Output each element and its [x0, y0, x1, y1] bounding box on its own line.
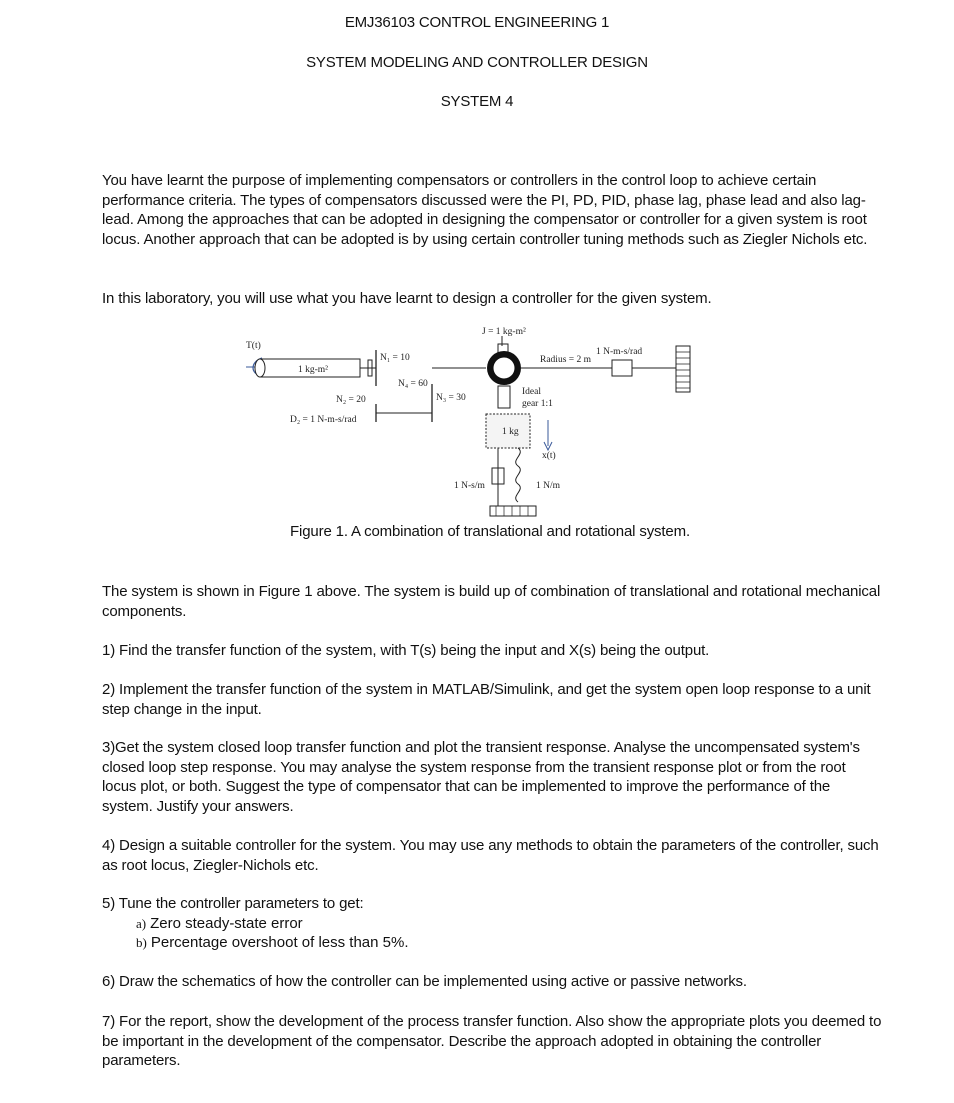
n2-label: N₂ = 20: [336, 395, 366, 405]
gear-ratio-label: gear 1:1: [522, 399, 553, 409]
question-5b: [136, 933, 409, 953]
n4-label: N₄ = 60: [398, 379, 428, 389]
mass-label: 1 kg: [502, 427, 519, 437]
mechanical-system-figure: [240, 322, 700, 522]
left-inertia-label: 1 kg-m²: [298, 365, 329, 375]
question-1: [102, 641, 882, 661]
question-4: [102, 836, 882, 875]
question-5a-text: Zero steady-state error: [150, 915, 303, 932]
body-text: The system is shown in Figure 1 above. The system is build up of combination of translational and rotational mechanical components.: [102, 583, 881, 620]
n3-label: N₃ = 30: [436, 393, 466, 403]
intro-text-2: In this laboratory, you will use what you have learnt to design a controller for the given system.: [102, 290, 712, 307]
document-subtitle: SYSTEM MODELING AND CONTROLLER DESIGN: [306, 54, 648, 71]
x-label: x(t): [542, 451, 556, 461]
question-7: [102, 1012, 882, 1071]
radius-label: Radius = 2 m: [540, 355, 592, 365]
wall-right: [676, 346, 690, 392]
question-5-text: 5) Tune the controller parameters to get:: [102, 895, 364, 912]
left-inertia-end: [255, 359, 265, 377]
intro-text-1: You have learnt the purpose of implementing compensators or controllers in the control loop to achieve certain performance criteria. The types of compensators discussed were the PI, PD, PID, phase lag, phase lead and also lag-lead. Among the approaches that can be adopted in designing the compensator or controller for a given system is root locus. Another approach that can be adopted is by using certain controller tuning methods such as Ziegler Nichols etc.: [102, 172, 868, 248]
body-paragraph: [102, 582, 882, 621]
intro-paragraph-2: [102, 289, 882, 309]
question-5b-marker: b): [136, 935, 147, 950]
ground: [490, 506, 536, 516]
question-7-text: 7) For the report, show the development of the process transfer function. Also show the appropriate plots you deemed to be important in the development of the compensator. Describe the approach adopted in obtaining the controller parameters.: [102, 1013, 882, 1069]
rot-damper: [612, 360, 632, 376]
question-5a-marker: a): [136, 916, 147, 931]
spring: [516, 448, 521, 502]
question-3: [102, 738, 882, 816]
question-5b-text: Percentage overshoot of less than 5%.: [150, 934, 409, 951]
ideal-gear-hub: [493, 357, 515, 379]
question-2: [102, 680, 882, 719]
question-6-text: 6) Draw the schematics of how the controller can be implemented using active or passive networks.: [102, 973, 747, 990]
spring-label: 1 N/m: [536, 481, 561, 491]
n1-label: N₁ = 10: [380, 353, 410, 363]
d2-label: D₂ = 1 N-m-s/rad: [290, 415, 357, 425]
rot-damper-label: 1 N-m-s/rad: [596, 347, 643, 357]
question-5: [102, 894, 882, 914]
question-6: [102, 972, 882, 992]
rack: [498, 386, 510, 408]
system-heading: SYSTEM 4: [440, 93, 514, 110]
figure-caption: Figure 1. A combination of translational and rotational system.: [290, 523, 690, 540]
question-3-text: 3)Get the system closed loop transfer function and plot the transient response. Analyse the uncompensated system's closed loop step response. You may analyse the system response from the transient response plot or from the root locus plot, or both. Suggest the type of compensator that can be implemented to improve the performance of the system. Justify your answers.: [102, 739, 860, 815]
course-title: EMJ36103 CONTROL ENGINEERING 1: [344, 14, 610, 31]
damper-trans-label: 1 N-s/m: [454, 481, 485, 491]
j-label: J = 1 kg-m²: [482, 327, 526, 337]
torque-label: T(t): [246, 341, 261, 351]
question-1-text: 1) Find the transfer function of the system, with T(s) being the input and X(s) being the output.: [102, 642, 710, 659]
question-5a: [136, 914, 303, 934]
ideal-label: Ideal: [522, 387, 541, 397]
intro-paragraph-1: [102, 171, 882, 249]
question-4-text: 4) Design a suitable controller for the system. You may use any methods to obtain the parameters of the controller, such as root locus, Ziegler-Nichols etc.: [102, 837, 879, 874]
question-2-text: 2) Implement the transfer function of the system in MATLAB/Simulink, and get the system open loop response to a unit step change in the input.: [102, 681, 871, 718]
